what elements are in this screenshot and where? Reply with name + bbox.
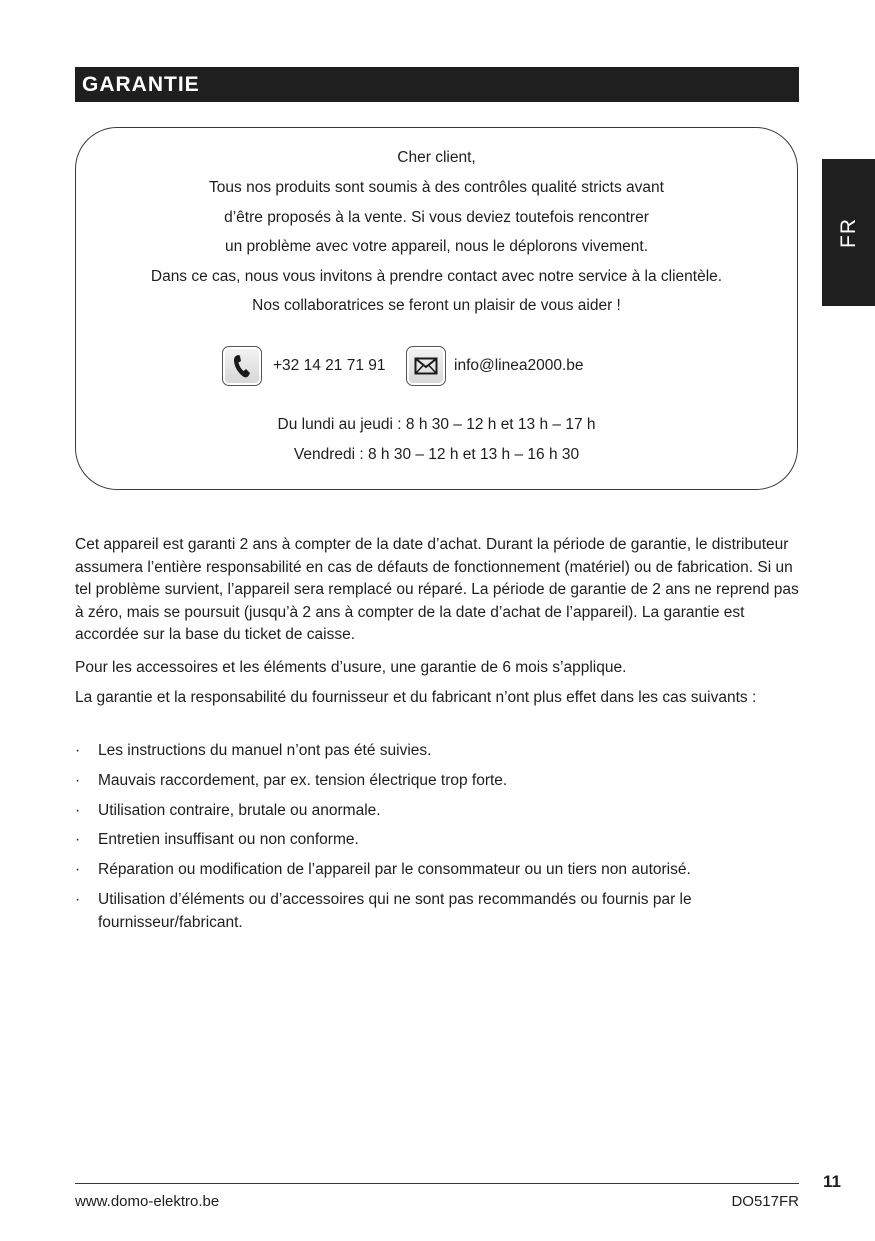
bullet-marker: ·	[75, 831, 81, 848]
footer-divider	[75, 1183, 799, 1184]
paragraph-text: Pour les accessoires et les éléments d’usure, une garantie de 6 mois s’applique.	[75, 659, 627, 676]
section-header	[75, 67, 799, 102]
bullet-marker: ·	[75, 861, 81, 878]
opening-hours-line: Du lundi au jeudi : 8 h 30 – 12 h et 13 h – 17 h	[277, 416, 596, 433]
intro-line: Tous nos produits sont soumis à des contrôles qualité stricts avant	[209, 179, 664, 196]
intro-line: un problème avec votre appareil, nous le déplorons vivement.	[224, 238, 649, 255]
language-tab	[822, 159, 875, 306]
paragraph-text: Cet appareil est garanti 2 ans à compter de la date d’achat. Durant la période de garantie, le distributeur assumera l’entière responsabilité en cas de défauts de fonctionnement (matériel) ou de fabrication. Si un tel problème survient, l’appareil sera remplacé ou réparé. La période de garantie de 2 ans ne reprend pas à zéro, mais se poursuit (jusqu’à 2 ans à compter de la date d’achat de l’appareil). La garantie est accordée sur la base du ticket de caisse.	[75, 536, 799, 643]
page-number: 11	[823, 1172, 841, 1191]
phone-icon	[222, 346, 262, 386]
contact-row	[76, 346, 797, 388]
list-item	[75, 889, 805, 934]
exclusions-intro-paragraph	[75, 687, 805, 710]
bullet-marker: ·	[75, 742, 81, 759]
section-title: GARANTIE	[82, 72, 200, 96]
list-item	[75, 859, 805, 882]
paragraph-text: La garantie et la responsabilité du fournisseur et du fabricant n’ont plus effet dans les cas suivants :	[75, 689, 757, 706]
list-item-text: Réparation ou modification de l’appareil par le consommateur ou un tiers non autorisé.	[98, 861, 691, 878]
greeting-text: Cher client,	[397, 149, 476, 166]
bullet-marker: ·	[75, 802, 81, 819]
website-link[interactable]: www.domo-elektro.be	[75, 1193, 220, 1210]
accessories-paragraph	[75, 657, 805, 680]
list-item-text: Entretien insuffisant ou non conforme.	[98, 831, 359, 848]
list-item-text: Les instructions du manuel n’ont pas été suivies.	[98, 742, 432, 759]
opening-hours-line: Vendredi : 8 h 30 – 12 h et 13 h – 16 h 30	[293, 446, 580, 463]
list-item	[75, 829, 805, 852]
envelope-icon	[406, 346, 446, 386]
list-item	[75, 800, 805, 823]
intro-line: Dans ce cas, nous vous invitons à prendre contact avec notre service à la clientèle.	[150, 268, 723, 285]
list-item	[75, 740, 805, 763]
bullet-marker: ·	[75, 891, 81, 908]
phone-number[interactable]: +32 14 21 71 91	[273, 357, 386, 374]
customer-service-box	[75, 127, 798, 490]
bullet-marker: ·	[75, 772, 81, 789]
list-item-text: Utilisation d’éléments ou d’accessoires qui ne sont pas recommandés ou fournis par le fournisseur/fabricant.	[98, 891, 692, 931]
list-item-text: Mauvais raccordement, par ex. tension électrique trop forte.	[98, 772, 508, 789]
warranty-paragraph	[75, 534, 805, 647]
list-item-text: Utilisation contraire, brutale ou anormale.	[98, 802, 381, 819]
email-address[interactable]: info@linea2000.be	[454, 357, 584, 374]
intro-line: Nos collaboratrices se feront un plaisir de vous aider !	[252, 297, 621, 314]
model-code: DO517FR	[731, 1193, 799, 1210]
intro-line: d’être proposés à la vente. Si vous deviez toutefois rencontrer	[224, 209, 649, 226]
language-tab-label: FR	[836, 217, 860, 248]
list-item	[75, 770, 805, 793]
